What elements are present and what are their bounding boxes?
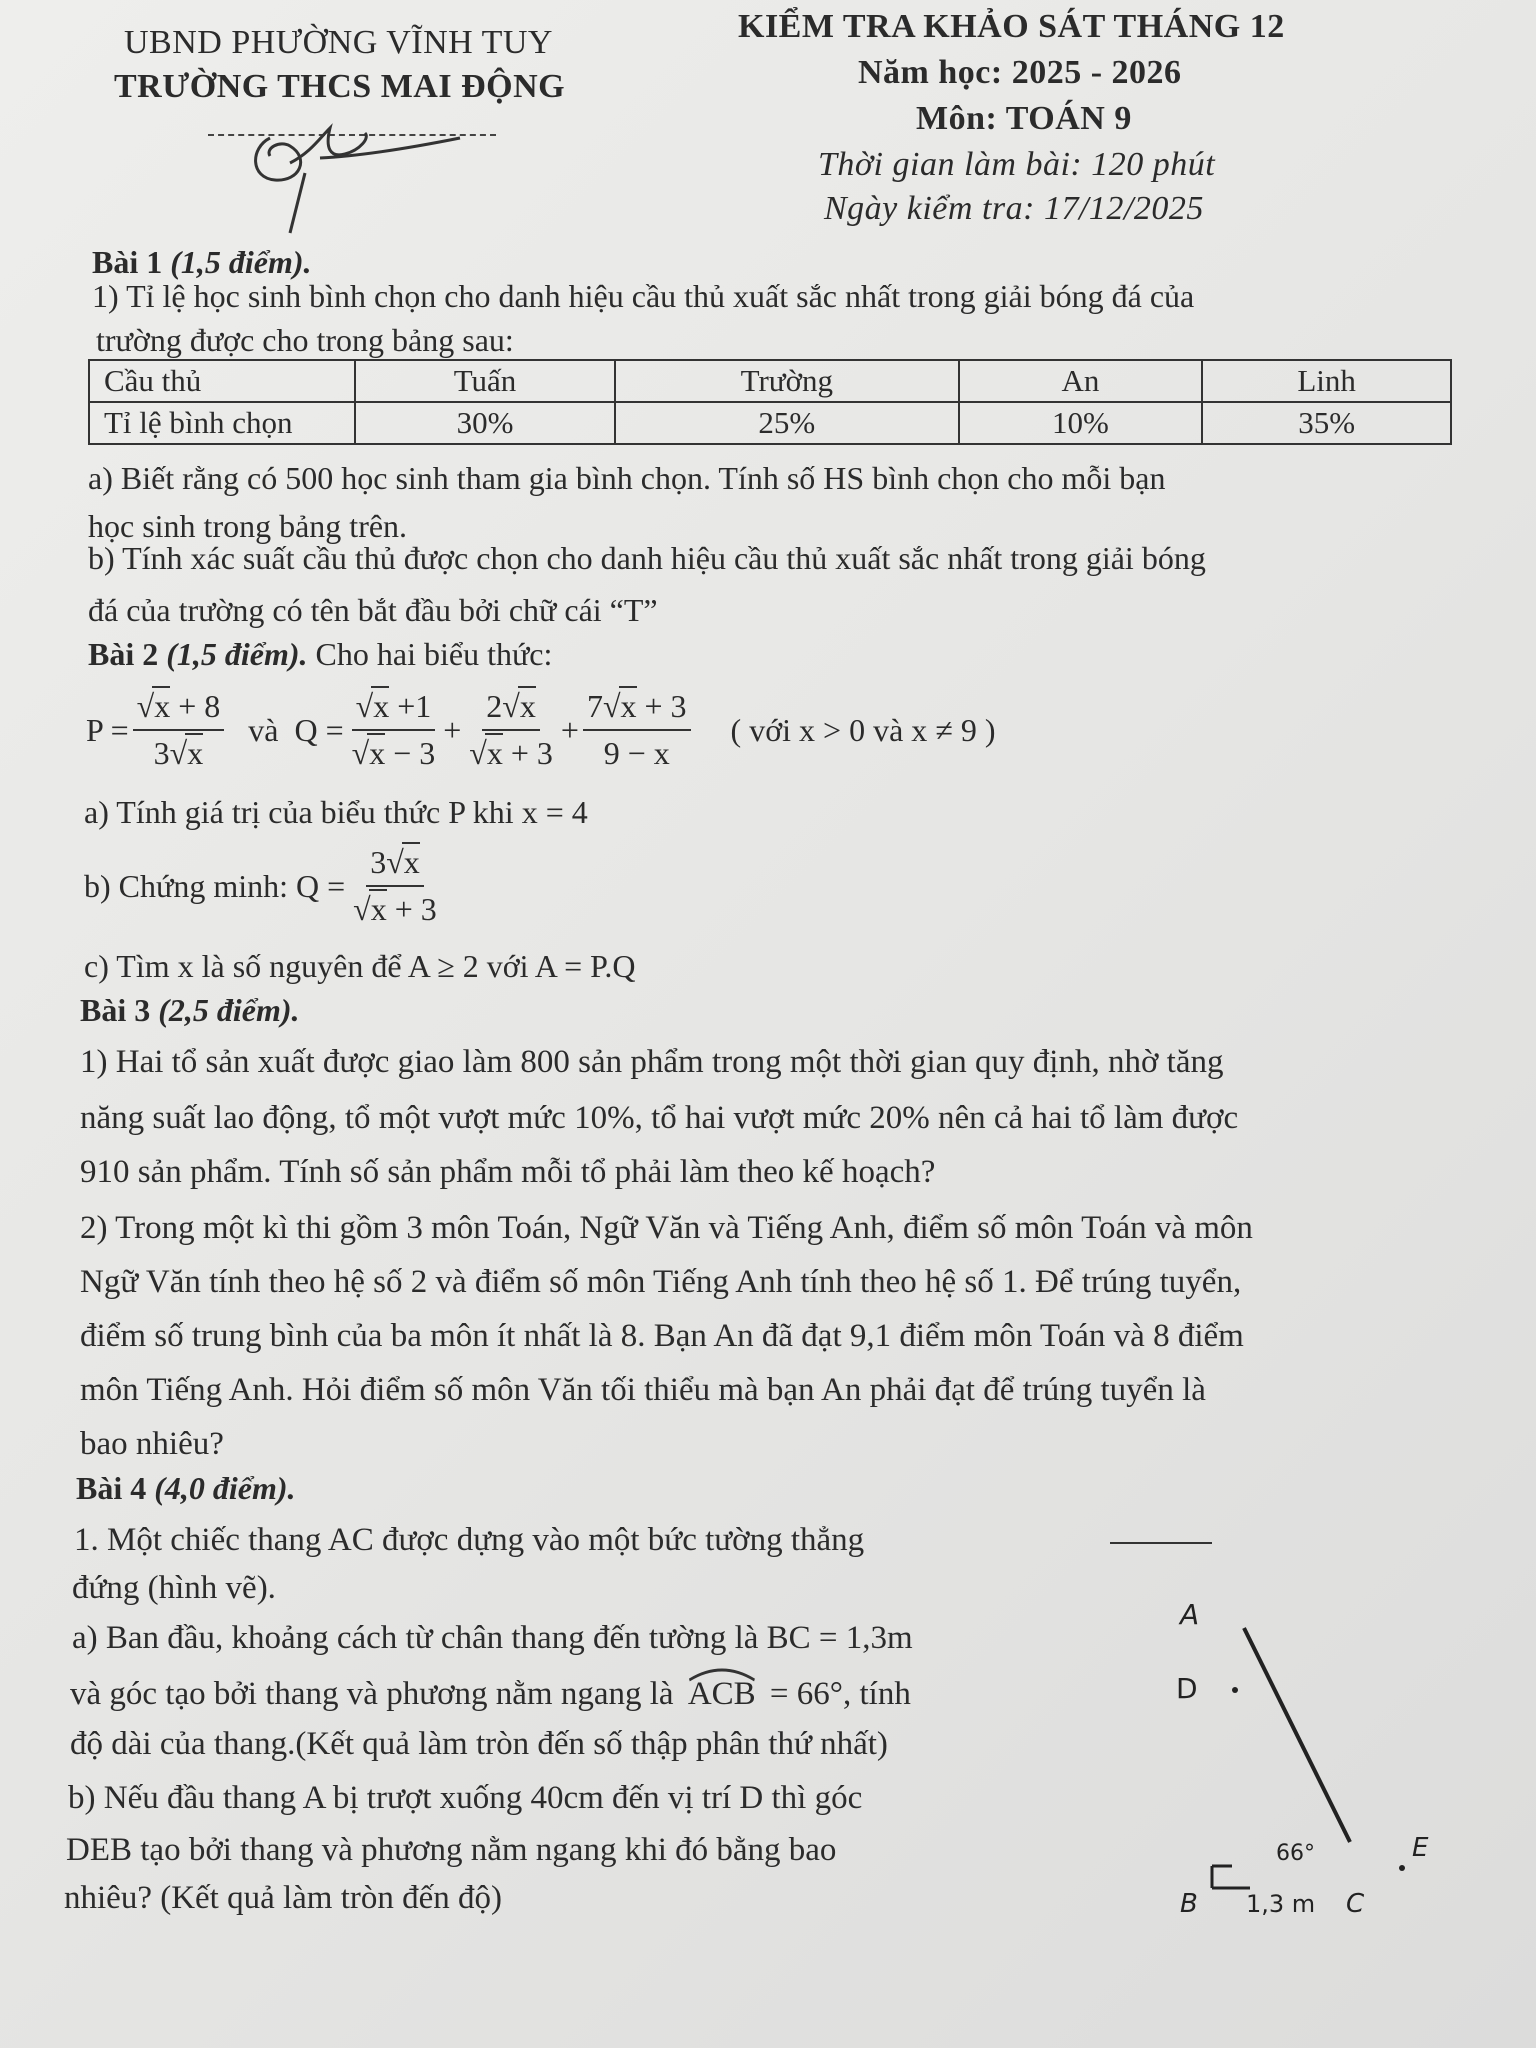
exam-date: Ngày kiểm tra: 17/12/2025: [824, 190, 1204, 227]
p-lhs: P =: [86, 711, 129, 748]
bai3-p2-line5: bao nhiêu?: [80, 1426, 224, 1462]
table-row: [89, 402, 1451, 444]
bai4-line7: DEB tạo bởi thang và phương nằm ngang khi đó bằng bao: [66, 1832, 837, 1868]
ladder-line: [1244, 1628, 1350, 1842]
table-cell: Tuấn: [355, 360, 615, 402]
q-term3: $\frac{7√x + 3}{9 - x}$: [583, 688, 691, 772]
label-angle: 66°: [1276, 1841, 1315, 1866]
table-cell: 25%: [615, 402, 959, 444]
bai4-line4-pre: và góc tạo bởi thang và phương nằm ngang là: [70, 1676, 674, 1712]
bai1-b-line1: b) Tính xác suất cầu thủ được chọn cho danh hiệu cầu thủ xuất sắc nhất trong giải bóng: [88, 540, 1206, 576]
bai2-intro: Cho hai biểu thức:: [315, 636, 553, 672]
table-header-cell: Tỉ lệ bình chọn: [89, 402, 355, 444]
label-a: A: [1180, 1598, 1200, 1631]
label-b: B: [1180, 1889, 1198, 1919]
label-bc: 1,3 m: [1246, 1890, 1316, 1918]
bai4-points: (4,0 điểm).: [154, 1470, 296, 1506]
bai1-q1-line1: 1) Tỉ lệ học sinh bình chọn cho danh hiệu cầu thủ xuất sắc nhất trong giải bóng đá của: [92, 278, 1195, 314]
bai1-q1-line2: trường được cho trong bảng sau:: [96, 322, 514, 358]
bai3-heading: [80, 992, 300, 1029]
exam-duration: Thời gian làm bài: 120 phút: [818, 146, 1216, 183]
label-d: D: [1176, 1672, 1198, 1705]
bai2-b-fraction: $\frac{3√x}{√x + 3}$: [353, 844, 437, 927]
table-cell: Linh: [1202, 360, 1451, 402]
ladder-figure: [1100, 1520, 1430, 1920]
q-term2: $\frac{2√x}{√x + 3}$: [469, 688, 553, 771]
bai4-line6: b) Nếu đầu thang A bị trượt xuống 40cm đến vị trí D thì góc: [68, 1780, 863, 1816]
bai4-line4: [70, 1676, 911, 1713]
bai3-points: (2,5 điểm).: [158, 992, 300, 1028]
bai4-heading: [76, 1470, 296, 1507]
bai1-b-line2: đá của trường có tên bắt đầu bởi chữ cái “T”: [88, 592, 658, 628]
bai4-line1: 1. Một chiếc thang AC được dựng vào một bức tường thẳng: [74, 1522, 865, 1558]
bai2-b-prefix: b) Chứng minh: Q =: [84, 867, 346, 904]
table-cell: An: [959, 360, 1203, 402]
bai2-points: (1,5 điểm).: [166, 636, 308, 672]
label-c: C: [1346, 1889, 1365, 1919]
condition: ( với x > 0 và x ≠ 9 ): [730, 711, 996, 748]
bai2-title: Bài 2: [88, 636, 159, 672]
bai1-a-line1: a) Biết rằng có 500 học sinh tham gia bình chọn. Tính số HS bình chọn cho mỗi bạn: [88, 460, 1166, 496]
point-e-dot: [1399, 1865, 1405, 1871]
bai2-c: c) Tìm x là số nguyên để A ≥ 2 với A = P.Q: [84, 948, 636, 984]
bai4-line5: độ dài của thang.(Kết quả làm tròn đến số thập phân thứ nhất): [70, 1726, 888, 1762]
table-cell: 30%: [355, 402, 615, 444]
exam-title: KIỂM TRA KHẢO SÁT THÁNG 12: [738, 8, 1285, 45]
bai4-line4-post: = 66°, tính: [769, 1676, 911, 1712]
bai4-line3: a) Ban đầu, khoảng cách từ chân thang đến tường là BC = 1,3m: [72, 1620, 913, 1656]
ward-name: UBND PHƯỜNG VĨNH TUY: [124, 24, 553, 61]
vote-table: [88, 359, 1452, 445]
q-lhs: Q =: [294, 711, 344, 748]
bai4-line2: đứng (hình vẽ).: [72, 1570, 276, 1606]
table-header-cell: Cầu thủ: [89, 360, 355, 402]
bai3-p1-line3: 910 sản phẩm. Tính số sản phẩm mỗi tổ phải làm theo kế hoạch?: [80, 1154, 936, 1190]
p-fraction: $\frac{√x + 8}{3√x}$: [133, 688, 225, 772]
bai4-title: Bài 4: [76, 1470, 147, 1506]
bai3-p2-line2: Ngữ Văn tính theo hệ số 2 và điểm số môn Tiếng Anh tính theo hệ số 1. Để trúng tuyển,: [80, 1264, 1242, 1300]
bai1-heading: [92, 244, 312, 281]
bai3-p2-line4: môn Tiếng Anh. Hỏi điểm số môn Văn tối thiểu mà bạn An phải đạt để trúng tuyển là: [80, 1372, 1206, 1408]
table-row: [89, 360, 1451, 402]
school-year: Năm học: 2025 - 2026: [858, 54, 1182, 91]
bai2-b: [84, 844, 445, 928]
bai1-points: (1,5 điểm).: [170, 244, 312, 280]
bai3-p1-line2: năng suất lao động, tổ một vượt mức 10%, tổ hai vượt mức 20% nên cả hai tổ làm được: [80, 1100, 1239, 1136]
point-d-dot: [1232, 1687, 1238, 1693]
plus-sign: +: [560, 711, 579, 748]
plus-sign: +: [443, 711, 462, 748]
bai2-formulas: [86, 688, 995, 772]
bai1-a-line2: học sinh trong bảng trên.: [88, 508, 408, 544]
label-e: E: [1412, 1833, 1429, 1863]
bai3-title: Bài 3: [80, 992, 151, 1028]
q-term1: $\frac{√x +1}{√x - 3}$: [351, 688, 436, 771]
angle-hat-icon: [688, 1666, 756, 1682]
bai3-p2-line1: 2) Trong một kì thi gồm 3 môn Toán, Ngữ Văn và Tiếng Anh, điểm số môn Toán và môn: [80, 1210, 1253, 1246]
bai4-line8: nhiêu? (Kết quả làm tròn đến độ): [64, 1880, 503, 1916]
bai2-heading: [88, 636, 552, 673]
bai1-title: Bài 1: [92, 244, 163, 280]
table-cell: 35%: [1202, 402, 1451, 444]
signature: [230, 108, 480, 238]
table-cell: Trường: [615, 360, 959, 402]
angle-acb: ACB: [688, 1676, 756, 1713]
bai3-p1-line1: 1) Hai tổ sản xuất được giao làm 800 sản phẩm trong một thời gian quy định, nhờ tăng: [80, 1044, 1224, 1080]
school-name: TRƯỜNG THCS MAI ĐỘNG: [114, 68, 566, 105]
bai2-a: a) Tính giá trị của biểu thức P khi x = 4: [84, 794, 588, 830]
subject: Môn: TOÁN 9: [916, 100, 1132, 137]
and-word: và: [248, 711, 279, 748]
bai3-p2-line3: điểm số trung bình của ba môn ít nhất là 8. Bạn An đã đạt 9,1 điểm môn Toán và 8 điểm: [80, 1318, 1244, 1354]
table-cell: 10%: [959, 402, 1203, 444]
